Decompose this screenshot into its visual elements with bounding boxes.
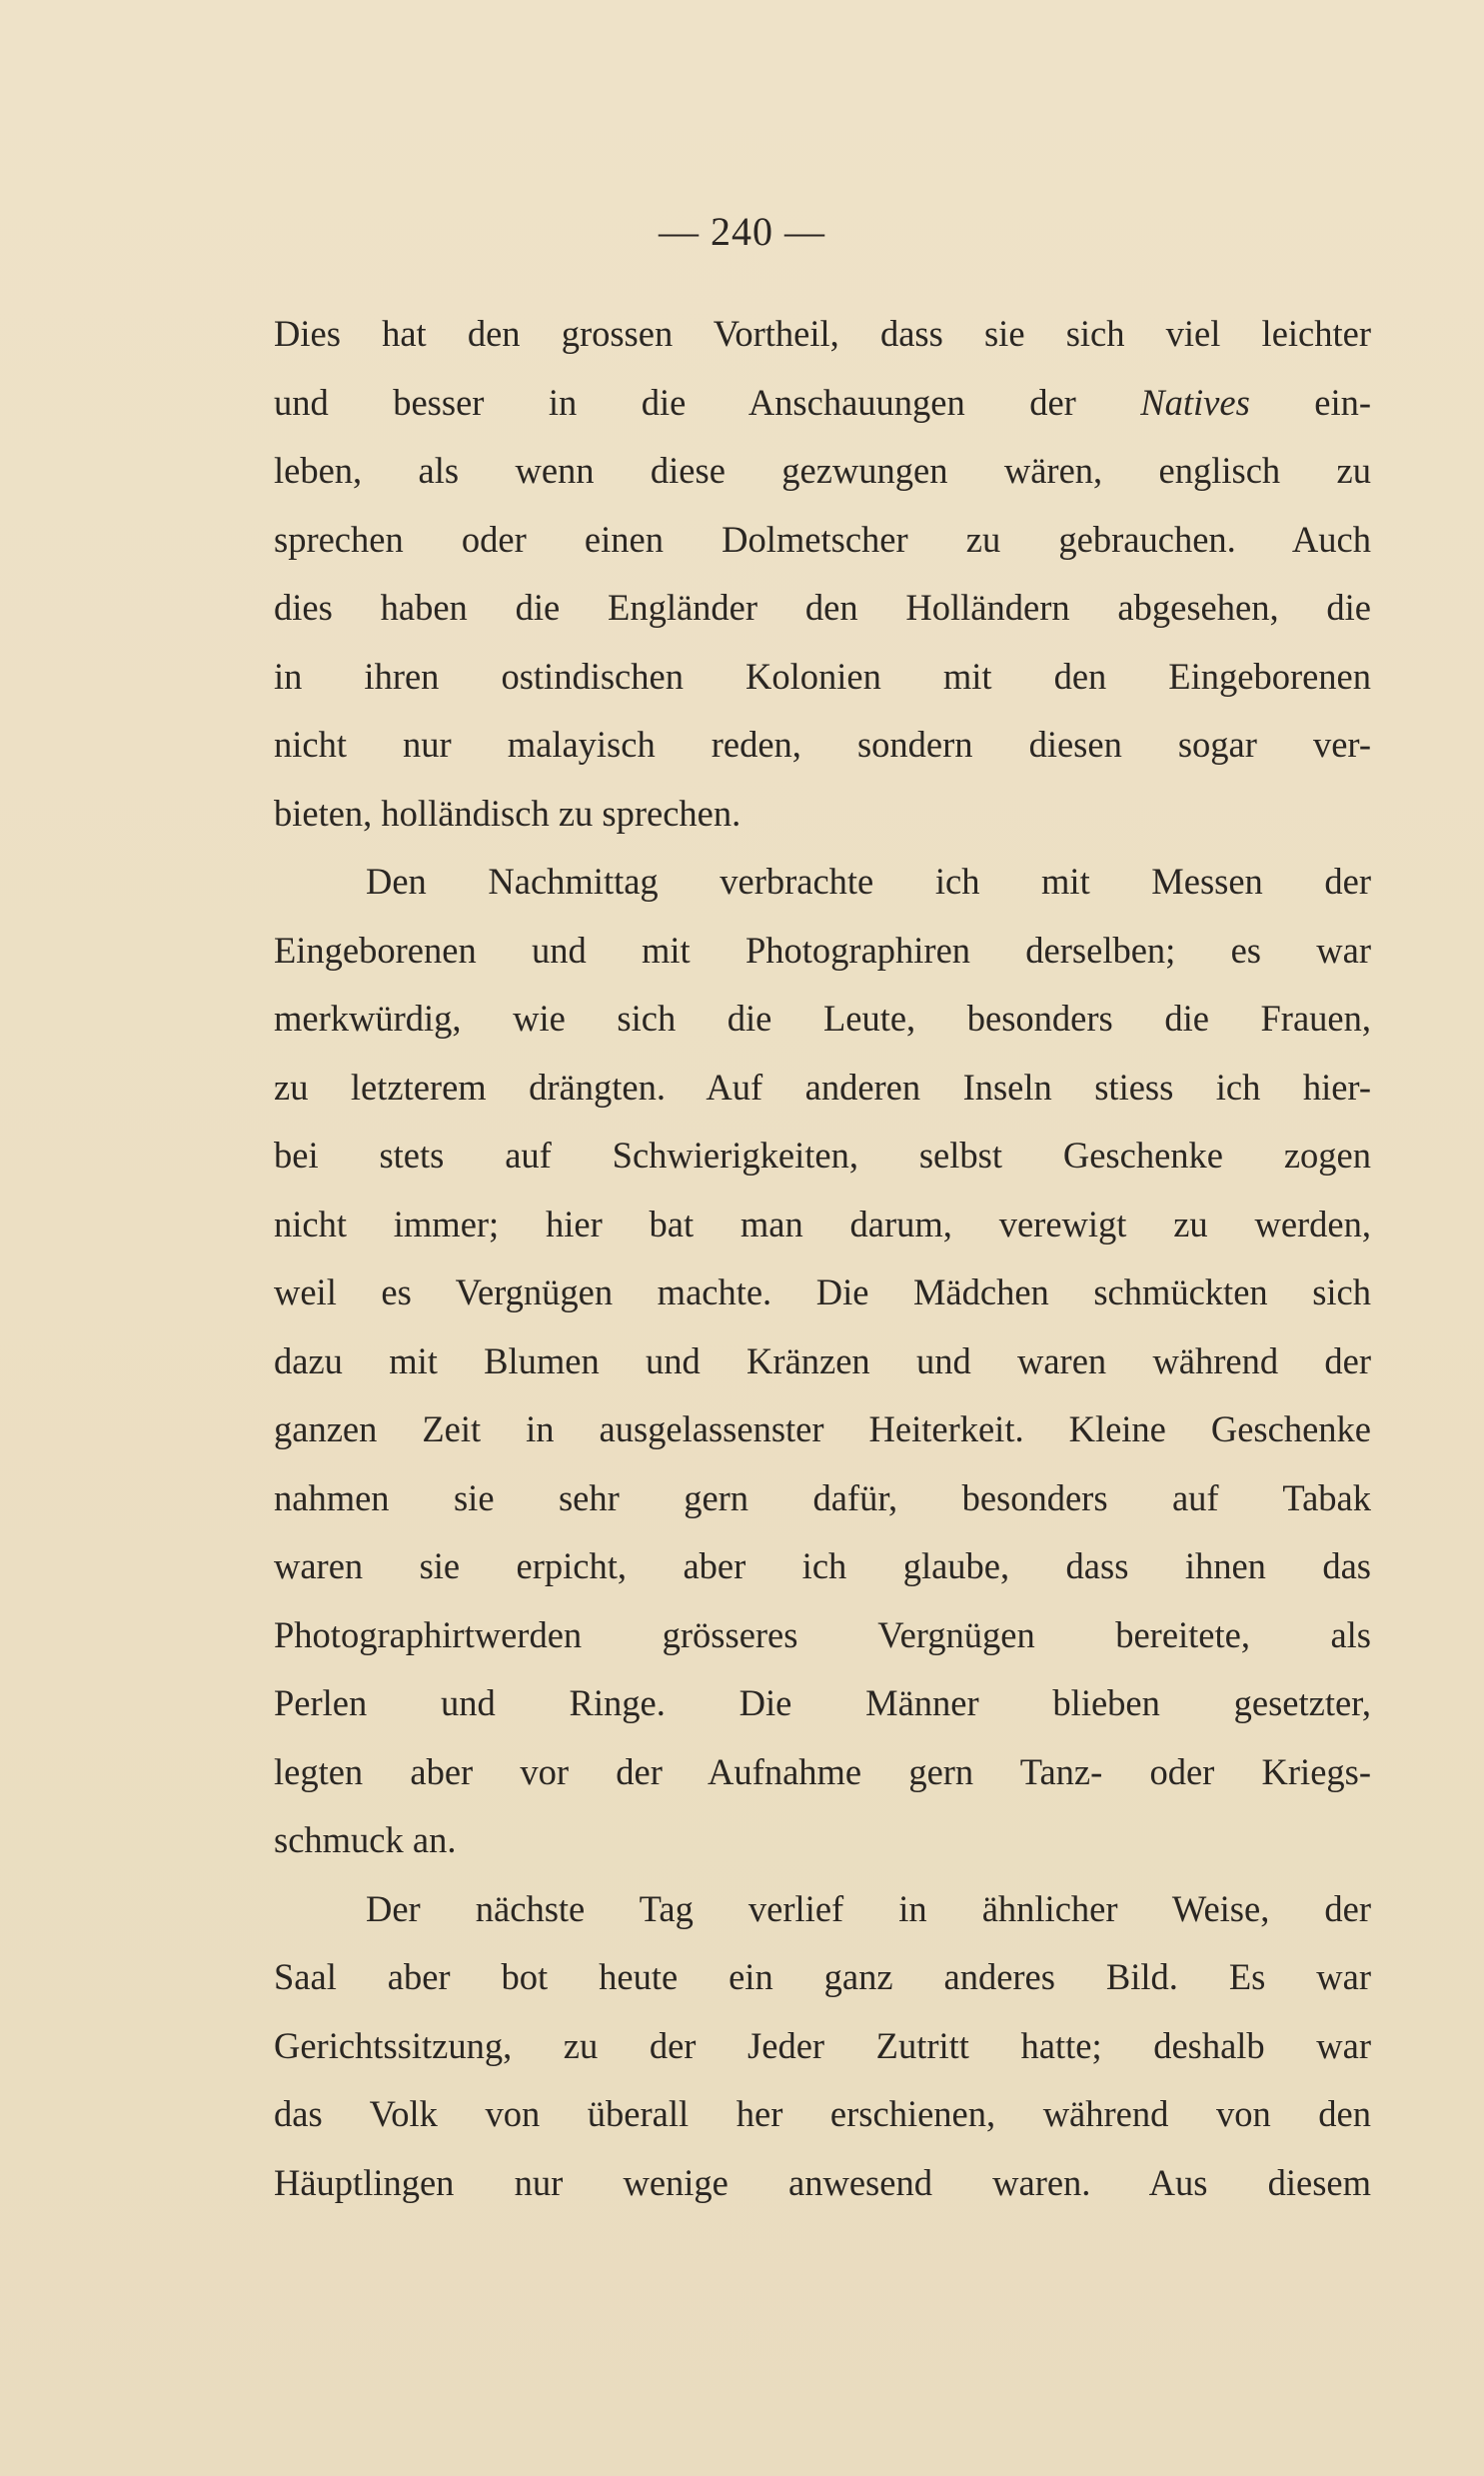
text-line [274, 848, 1371, 917]
text-segment: in ihren ostindischen Kolonien mit den Eingeborenen [274, 655, 1371, 697]
text-line [274, 917, 1371, 986]
paragraph [274, 1875, 1371, 2218]
text-segment: legten aber vor der Aufnahme gern Tanz- oder Kriegs- [274, 1750, 1371, 1792]
text-line [274, 1327, 1371, 1396]
text-line [274, 506, 1371, 575]
text-segment: und besser in die Anschauungen der [274, 381, 1141, 423]
text-segment: ein- [1249, 381, 1372, 423]
text-segment: waren sie erpicht, aber ich glaube, dass ihnen das [274, 1545, 1371, 1586]
text-segment: merkwürdig, wie sich die Leute, besonders die Frauen, [274, 998, 1371, 1039]
text-line [274, 1532, 1371, 1601]
text-segment: Eingeborenen und mit Photographiren derselben; es war [274, 929, 1371, 971]
text-line [274, 1806, 1371, 1875]
text-segment: Perlen und Ringe. Die Männer blieben gesetzter, [274, 1682, 1371, 1723]
text-segment: das Volk von überall her erschienen, während von den [274, 2093, 1371, 2134]
text-segment: bei stets auf Schwierigkeiten, selbst Geschenke zogen [274, 1135, 1371, 1176]
text-line [274, 1054, 1371, 1123]
text-segment: weil es Vergnügen machte. Die Mädchen schmückten sich [274, 1271, 1371, 1312]
text-line [274, 574, 1371, 643]
paragraph [274, 848, 1371, 1875]
text-segment: dies haben die Engländer den Holländern abgesehen, die [274, 587, 1371, 628]
text-segment: nahmen sie sehr gern dafür, besonders auf Tabak [274, 1476, 1371, 1518]
text-line [274, 1943, 1371, 2012]
text-segment: Häuptlingen nur wenige anwesend waren. Aus diesem [274, 2161, 1371, 2203]
text-line [274, 985, 1371, 1054]
text-segment: schmuck an. [274, 1819, 457, 1860]
text-line [274, 643, 1371, 712]
page-number: — 240 — [659, 209, 825, 254]
body-text [274, 300, 1371, 2217]
text-segment: sprechen oder einen Dolmetscher zu gebrauchen. Auch [274, 518, 1371, 560]
text-segment: Den Nachmittag verbrachte ich mit Messen der [366, 861, 1371, 902]
text-segment: zu letzterem drängten. Auf anderen Inseln stiess ich hier- [274, 1066, 1371, 1108]
text-line [274, 1738, 1371, 1807]
text-line [274, 1122, 1371, 1191]
text-segment: leben, als wenn diese gezwungen wären, englisch zu [274, 450, 1371, 491]
text-segment: nicht nur malayisch reden, sondern diesen sogar ver- [274, 724, 1371, 765]
paragraph [274, 300, 1371, 848]
text-line [274, 711, 1371, 780]
text-segment: Der nächste Tag verlief in ähnlicher Weise, der [366, 1887, 1371, 1929]
text-line [274, 1669, 1371, 1738]
text-segment: Dies hat den grossen Vortheil, dass sie sich viel leichter [274, 313, 1371, 354]
text-line [274, 2012, 1371, 2081]
text-line [274, 780, 1371, 849]
text-line [274, 2149, 1371, 2218]
text-segment: ganzen Zeit in ausgelassenster Heiterkeit. Kleine Geschenke [274, 1408, 1371, 1449]
text-line [274, 1395, 1371, 1464]
text-line [274, 1601, 1371, 1670]
text-segment: bieten, holländisch zu sprechen. [274, 792, 742, 834]
text-line [274, 1464, 1371, 1533]
text-line [274, 1875, 1371, 1944]
text-segment: nicht immer; hier bat man darum, verewigt zu werden, [274, 1203, 1371, 1244]
text-segment: Saal aber bot heute ein ganz anderes Bild. Es war [274, 1956, 1371, 1997]
text-segment: Photographirtwerden grösseres Vergnügen bereitete, als [274, 1613, 1371, 1655]
text-line [274, 2080, 1371, 2149]
text-segment: Gerichtssitzung, zu der Jeder Zutritt hatte; deshalb war [274, 2024, 1371, 2066]
text-line [274, 300, 1371, 369]
text-segment: dazu mit Blumen und Kränzen und waren während der [274, 1339, 1371, 1381]
text-line [274, 369, 1371, 438]
text-line [274, 1258, 1371, 1327]
text-line [274, 1191, 1371, 1259]
italic-word: Natives [1140, 381, 1250, 423]
text-line [274, 437, 1371, 506]
